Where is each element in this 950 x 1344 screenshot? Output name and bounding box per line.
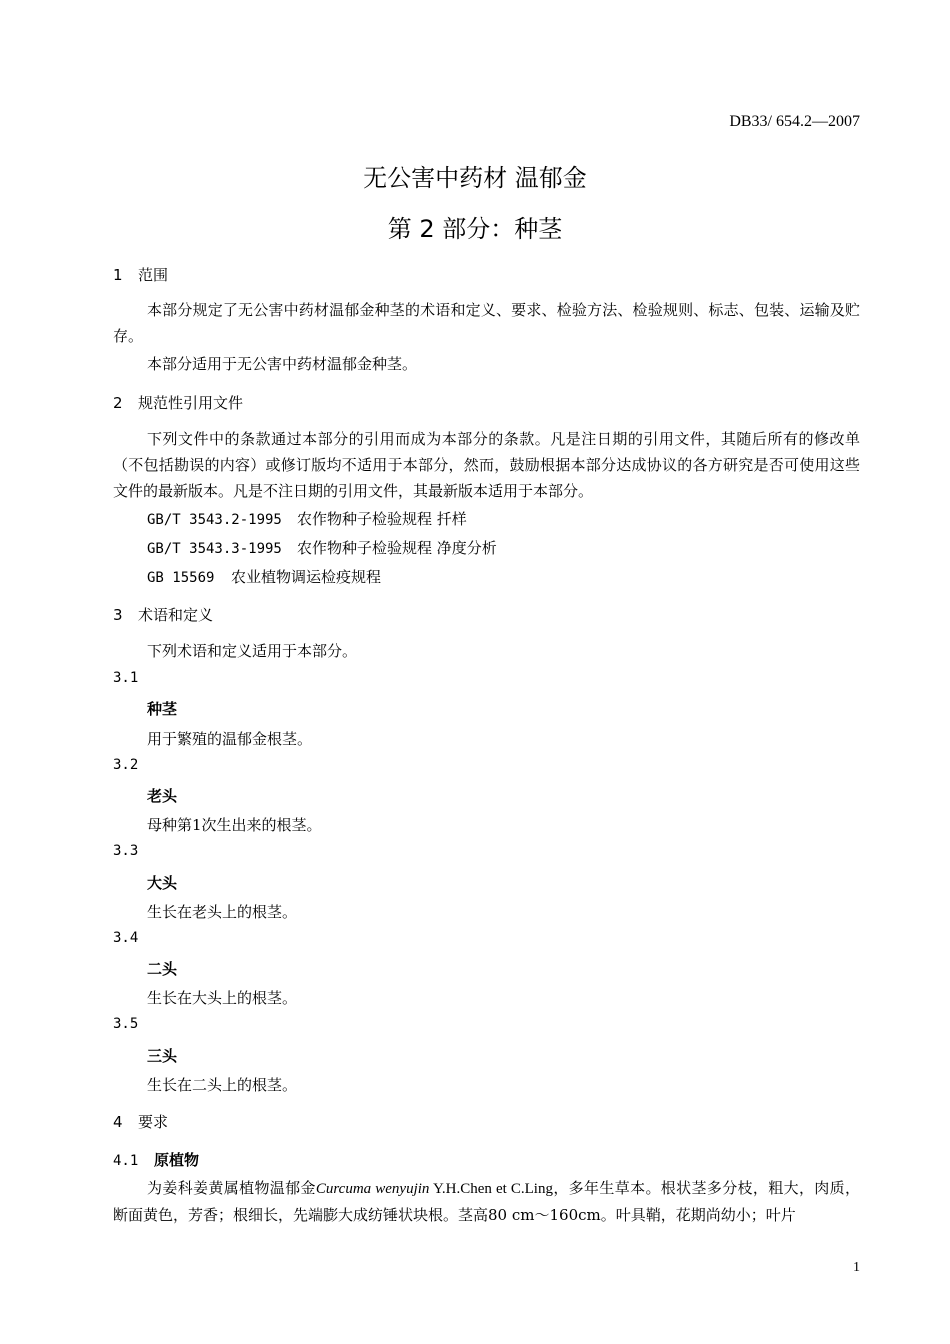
paragraph-text: ，多年生草本。根状茎多分枝，粗大，肉质，断面黄色，芳香；根细长，先端膨大成纺锤状块根。茎高80 cm～160cm。叶具鞘，花期尚幼小；叶片 — [113, 1179, 861, 1224]
subsection-4-1-heading — [113, 1149, 199, 1170]
reference-code: GB/T 3543.3-1995 — [147, 541, 282, 557]
section-number: 1 — [113, 266, 123, 284]
term-definition: 母种第1次生出来的根茎。 — [147, 816, 322, 834]
section-number: 2 — [113, 394, 123, 412]
section-title: 规范性引用文件 — [138, 394, 244, 412]
section-2-paragraph: 下列文件中的条款通过本部分的引用而成为本部分的条款。凡是注日期的引用文件，其随后所有的修改单（不包括勘误的内容）或修订版均不适用于本部分，然而，鼓励根据本部分达成协议的各方研究是否可使用这些文件的最新版本。凡是不注日期的引用文件，其最新版本适用于本部分。 — [113, 430, 860, 500]
term-number: 3.1 — [113, 670, 139, 686]
section-title: 要求 — [138, 1113, 169, 1131]
reference-code: GB/T 3543.2-1995 — [147, 512, 282, 528]
term-definition: 用于繁殖的温郁金根茎。 — [147, 730, 313, 748]
paragraph-text: 为姜科姜黄属植物温郁金 — [147, 1179, 316, 1197]
subsection-number: 4.1 — [113, 1153, 139, 1169]
subsection-title: 原植物 — [154, 1151, 200, 1169]
latin-name: Curcuma wenyujin — [315, 1181, 430, 1197]
document-subtitle: 第 2 部分：种茎 — [387, 215, 563, 243]
term-number: 3.5 — [113, 1016, 139, 1032]
section-3-heading — [113, 604, 213, 625]
document-title: 无公害中药材 温郁金 — [363, 164, 587, 192]
reference-item — [147, 537, 497, 558]
author-citation: Y.H.Chen et C.Ling — [429, 1181, 553, 1197]
term-name: 二头 — [147, 960, 178, 978]
term-name: 三头 — [147, 1047, 178, 1065]
term-definition: 生长在老头上的根茎。 — [147, 903, 298, 921]
section-4-heading — [113, 1111, 168, 1132]
reference-item — [147, 508, 467, 529]
section-number: 3 — [113, 606, 123, 624]
section-1-heading — [113, 264, 168, 285]
term-number: 3.4 — [113, 930, 139, 946]
section-1-paragraph-2: 本部分适用于无公害中药材温郁金种茎。 — [147, 355, 418, 373]
term-name: 种茎 — [147, 700, 178, 718]
reference-title: 农作物种子检验规程 净度分析 — [297, 539, 497, 557]
section-title: 术语和定义 — [138, 606, 214, 624]
reference-title: 农作物种子检验规程 扦样 — [297, 510, 467, 528]
section-title: 范围 — [138, 266, 169, 284]
term-number: 3.3 — [113, 843, 139, 859]
section-3-intro: 下列术语和定义适用于本部分。 — [147, 642, 358, 660]
section-4-1-paragraph — [113, 1175, 860, 1228]
term-name: 老头 — [147, 787, 178, 805]
section-number: 4 — [113, 1113, 123, 1131]
reference-item — [147, 566, 381, 587]
reference-title: 农业植物调运检疫规程 — [231, 568, 382, 586]
standard-number: DB33/ 654.2—2007 — [729, 113, 860, 130]
reference-code: GB 15569 — [147, 570, 215, 586]
term-name: 大头 — [147, 874, 178, 892]
term-definition: 生长在二头上的根茎。 — [147, 1076, 298, 1094]
page-number: 1 — [853, 1260, 860, 1275]
section-1-paragraph-1: 本部分规定了无公害中药材温郁金种茎的术语和定义、要求、检验方法、检验规则、标志、包装、运输及贮存。 — [113, 301, 860, 345]
term-number: 3.2 — [113, 757, 139, 773]
section-2-heading — [113, 392, 243, 413]
term-definition: 生长在大头上的根茎。 — [147, 989, 298, 1007]
